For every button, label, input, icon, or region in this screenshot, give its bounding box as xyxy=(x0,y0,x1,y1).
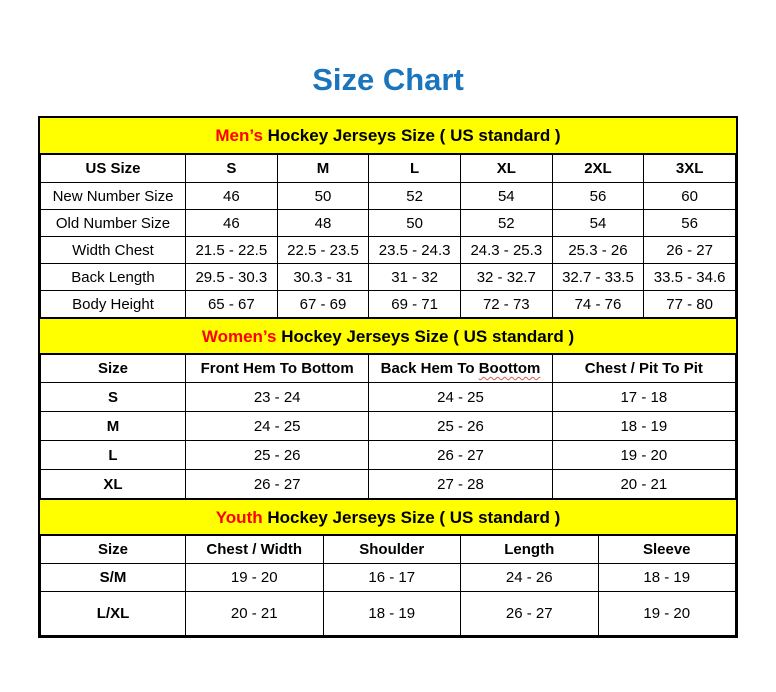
cell: 26 - 27 xyxy=(644,237,736,264)
cell: 46 xyxy=(186,183,278,210)
row-label: L/XL xyxy=(41,592,186,636)
misspelled-word: Boottom xyxy=(478,360,541,377)
row-label: L xyxy=(41,441,186,470)
cell: 16 - 17 xyxy=(323,564,461,592)
youth-banner xyxy=(40,499,736,535)
mens-banner xyxy=(40,118,736,154)
cell: 23 - 24 xyxy=(186,383,369,412)
column-header-text: Back Hem To xyxy=(380,360,475,377)
cell: 24 - 26 xyxy=(461,564,599,592)
row-label: New Number Size xyxy=(41,183,186,210)
cell: 27 - 28 xyxy=(369,470,552,499)
youth-table xyxy=(40,535,736,636)
column-header: Chest / Width xyxy=(186,536,324,564)
cell: 29.5 - 30.3 xyxy=(186,264,278,291)
youth-header-row xyxy=(41,536,736,564)
cell: 26 - 27 xyxy=(461,592,599,636)
youth-banner-highlight: Youth xyxy=(215,508,263,527)
cell: 77 - 80 xyxy=(644,291,736,318)
cell: 17 - 18 xyxy=(552,383,735,412)
row-label: Body Height xyxy=(41,291,186,318)
cell: 20 - 21 xyxy=(552,470,735,499)
table-row xyxy=(41,564,736,592)
womens-banner xyxy=(40,318,736,354)
womens-table xyxy=(40,354,736,499)
table-row xyxy=(41,470,736,499)
cell: 56 xyxy=(552,183,644,210)
cell: 32 - 32.7 xyxy=(460,264,552,291)
cell: 26 - 27 xyxy=(369,441,552,470)
cell: 24 - 25 xyxy=(186,412,369,441)
cell: 19 - 20 xyxy=(552,441,735,470)
table-row xyxy=(41,441,736,470)
cell: 65 - 67 xyxy=(186,291,278,318)
table-row xyxy=(41,264,736,291)
table-row xyxy=(41,592,736,636)
cell: 18 - 19 xyxy=(323,592,461,636)
womens-banner-highlight: Women’s xyxy=(201,327,277,346)
column-header: Size xyxy=(41,355,186,383)
cell: 22.5 - 23.5 xyxy=(277,237,369,264)
cell: 50 xyxy=(369,210,461,237)
size-chart xyxy=(38,116,738,638)
cell: 21.5 - 22.5 xyxy=(186,237,278,264)
column-header: Chest / Pit To Pit xyxy=(552,355,735,383)
row-label: Old Number Size xyxy=(41,210,186,237)
row-label: Back Length xyxy=(41,264,186,291)
cell: 23.5 - 24.3 xyxy=(369,237,461,264)
mens-banner-text: Hockey Jerseys Size ( US standard ) xyxy=(267,126,561,145)
column-header xyxy=(369,355,552,383)
mens-header-row xyxy=(41,155,736,183)
cell: 31 - 32 xyxy=(369,264,461,291)
cell: 69 - 71 xyxy=(369,291,461,318)
column-header: 3XL xyxy=(644,155,736,183)
mens-banner-highlight: Men’s xyxy=(215,126,263,145)
column-header: L xyxy=(369,155,461,183)
cell: 60 xyxy=(644,183,736,210)
cell: 24.3 - 25.3 xyxy=(460,237,552,264)
cell: 24 - 25 xyxy=(369,383,552,412)
womens-header-row xyxy=(41,355,736,383)
cell: 30.3 - 31 xyxy=(277,264,369,291)
row-label: S/M xyxy=(41,564,186,592)
table-row xyxy=(41,183,736,210)
cell: 54 xyxy=(552,210,644,237)
cell: 74 - 76 xyxy=(552,291,644,318)
column-header: S xyxy=(186,155,278,183)
womens-banner-text: Hockey Jerseys Size ( US standard ) xyxy=(281,327,575,346)
row-label: Width Chest xyxy=(41,237,186,264)
cell: 48 xyxy=(277,210,369,237)
column-header: Sleeve xyxy=(598,536,736,564)
cell: 25 - 26 xyxy=(369,412,552,441)
table-row xyxy=(41,383,736,412)
column-header: XL xyxy=(460,155,552,183)
cell: 52 xyxy=(460,210,552,237)
cell: 56 xyxy=(644,210,736,237)
cell: 25.3 - 26 xyxy=(552,237,644,264)
cell: 46 xyxy=(186,210,278,237)
cell: 52 xyxy=(369,183,461,210)
mens-table xyxy=(40,154,736,318)
column-header: M xyxy=(277,155,369,183)
cell: 18 - 19 xyxy=(598,564,736,592)
column-header: US Size xyxy=(41,155,186,183)
column-header: Shoulder xyxy=(323,536,461,564)
table-row xyxy=(41,237,736,264)
cell: 18 - 19 xyxy=(552,412,735,441)
table-row xyxy=(41,291,736,318)
page-title: Size Chart xyxy=(312,62,464,97)
cell: 33.5 - 34.6 xyxy=(644,264,736,291)
cell: 72 - 73 xyxy=(460,291,552,318)
cell: 50 xyxy=(277,183,369,210)
cell: 19 - 20 xyxy=(186,564,324,592)
youth-banner-text: Hockey Jerseys Size ( US standard ) xyxy=(267,508,561,527)
column-header: Length xyxy=(461,536,599,564)
cell: 20 - 21 xyxy=(186,592,324,636)
column-header: Front Hem To Bottom xyxy=(186,355,369,383)
cell: 32.7 - 33.5 xyxy=(552,264,644,291)
cell: 26 - 27 xyxy=(186,470,369,499)
column-header: Size xyxy=(41,536,186,564)
row-label: M xyxy=(41,412,186,441)
row-label: S xyxy=(41,383,186,412)
cell: 54 xyxy=(460,183,552,210)
column-header: 2XL xyxy=(552,155,644,183)
table-row xyxy=(41,210,736,237)
cell: 67 - 69 xyxy=(277,291,369,318)
cell: 25 - 26 xyxy=(186,441,369,470)
table-row xyxy=(41,412,736,441)
row-label: XL xyxy=(41,470,186,499)
cell: 19 - 20 xyxy=(598,592,736,636)
